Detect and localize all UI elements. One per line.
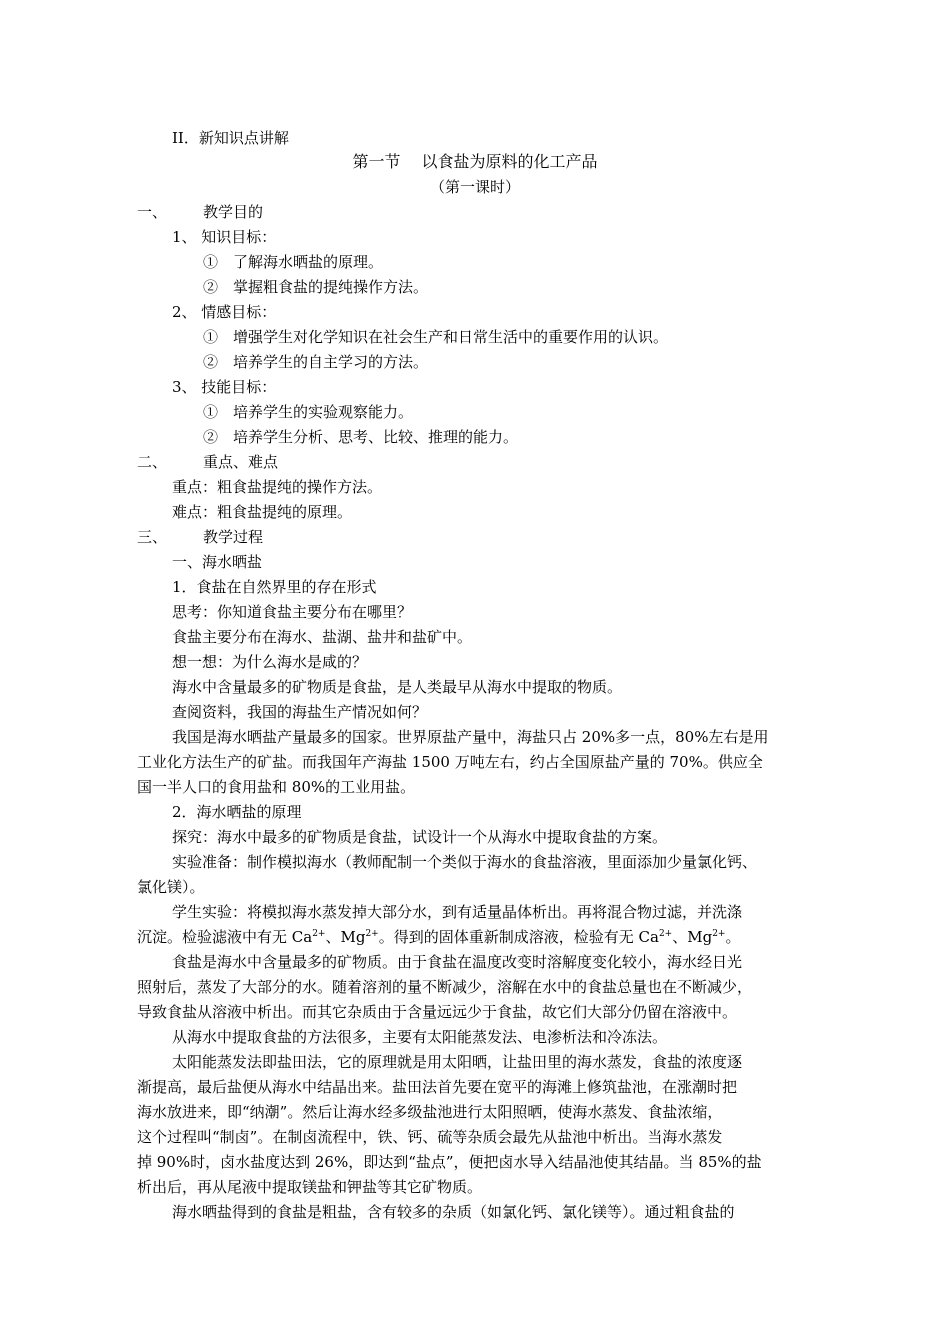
section-label: II．新知识点讲解 — [172, 129, 289, 147]
goal-skill-item-2: ② 培养学生分析、思考、比较、推理的能力。 — [203, 428, 519, 446]
difficulty-point: 难点：粗食盐提纯的原理。 — [172, 503, 353, 521]
heading-2-text: 重点、难点 — [203, 453, 279, 471]
subsection-sea-salt: 一、海水晒盐 — [172, 553, 263, 571]
paragraph-solar-line-2: 渐提高，最后盐便从海水中结晶出来。盐田法首先要在宽平的海滩上修筑盐池，在涨潮时把 — [137, 1078, 738, 1096]
subsection-principle: 2．海水晒盐的原理 — [172, 803, 302, 821]
goal-emotion: 2、 情感目标： — [172, 303, 277, 321]
paragraph-salt-line-2: 照射后，蒸发了大部分的水。随着溶剂的量不断减少，溶解在水中的食盐总量也在不断减少， — [137, 978, 753, 996]
goal-knowledge: 1、 知识目标： — [172, 228, 277, 246]
heading-1-text: 教学目的 — [203, 203, 264, 221]
paragraph-experiment-line-2: 沉淀。检验滤液中有无 $Ca^{2+}$、$Mg^{2+}$。得到的固体重新制成溶液，检验有无 $Ca^{2+}$、$Mg^{2+}$。 — [137, 928, 741, 946]
paragraph-solar-line-1: 太阳能蒸发法即盐田法，它的原理就是用太阳晒，让盐田里的海水蒸发，食盐的浓度逐 — [172, 1053, 743, 1071]
paragraph-explore: 探究：海水中最多的矿物质是食盐，试设计一个从海水中提取食盐的方案。 — [172, 828, 668, 846]
goal-emotion-item-1: ① 增强学生对化学知识在社会生产和日常生活中的重要作用的认识。 — [203, 328, 669, 346]
heading-1-number: 一、 — [137, 203, 168, 221]
paragraph-solar-line-4: 这个过程叫“制卤”。在制卤流程中，铁、钙、硫等杂质会最先从盐池中析出。当海水蒸发 — [137, 1128, 723, 1146]
paragraph-experiment-line-1: 学生实验：将模拟海水蒸发掉大部分水，到有适量晶体析出。再将混合物过滤，并洗涤 — [172, 903, 743, 921]
heading-3-number: 三、 — [137, 528, 168, 546]
paragraph-solar-line-3: 海水放进来，即“纳潮”。然后让海水经多级盐池进行太阳照晒，使海水蒸发、食盐浓缩， — [137, 1103, 723, 1121]
heading-2-number: 二、 — [137, 453, 168, 471]
paragraph-mineral: 海水中含量最多的矿物质是食盐，是人类最早从海水中提取的物质。 — [172, 678, 623, 696]
paragraph-why: 想一想：为什么海水是咸的？ — [172, 653, 368, 671]
paragraph-prep-line-1: 实验准备：制作模拟海水（教师配制一个类似于海水的食盐溶液，里面添加少量氯化钙、 — [172, 853, 758, 871]
paragraph-china-line-1: 我国是海水晒盐产量最多的国家。世界原盐产量中，海盐只占 20%多一点，80%左右是用 — [172, 728, 769, 746]
paragraph-lookup: 查阅资料，我国的海盐生产情况如何？ — [172, 703, 428, 721]
paragraph-solar-line-6: 析出后，再从尾液中提取镁盐和钾盐等其它矿物质。 — [137, 1178, 483, 1196]
paragraph-distribution: 食盐主要分布在海水、盐湖、盐井和盐矿中。 — [172, 628, 473, 646]
paragraph-crude-salt: 海水晒盐得到的食盐是粗盐，含有较多的杂质（如氯化钙、氯化镁等）。通过粗食盐的 — [172, 1203, 735, 1221]
paragraph-salt-line-3: 导致食盐从溶液中析出。而其它杂质由于含量远远少于食盐，故它们大部分仍留在溶液中。 — [137, 1003, 738, 1021]
lesson-title: 第一节 以食盐为原料的化工产品 — [352, 152, 598, 171]
paragraph-china-line-3: 国一半人口的食用盐和 80%的工业用盐。 — [137, 778, 416, 796]
paragraph-prep-line-2: 氯化镁）。 — [137, 878, 205, 896]
goal-skill: 3、 技能目标： — [172, 378, 277, 396]
paragraph-salt-line-1: 食盐是海水中含量最多的矿物质。由于食盐在温度改变时溶解度变化较小，海水经日光 — [172, 953, 743, 971]
goal-skill-item-1: ① 培养学生的实验观察能力。 — [203, 403, 414, 421]
paragraph-solar-line-5: 掉 90%时，卤水盐度达到 26%，即达到“盐点”，便把卤水导入结晶池使其结晶。当 85%的盐 — [137, 1153, 762, 1171]
paragraph-think: 思考：你知道食盐主要分布在哪里？ — [172, 603, 413, 621]
paragraph-china-line-2: 工业化方法生产的矿盐。而我国年产海盐 1500 万吨左右，约占全国原盐产量的 70%。供应全 — [137, 753, 763, 771]
key-point: 重点：粗食盐提纯的操作方法。 — [172, 478, 383, 496]
paragraph-methods: 从海水中提取食盐的方法很多，主要有太阳能蒸发法、电渗析法和冷冻法。 — [172, 1028, 668, 1046]
goal-emotion-item-2: ② 培养学生的自主学习的方法。 — [203, 353, 429, 371]
goal-knowledge-item-1: ① 了解海水晒盐的原理。 — [203, 253, 384, 271]
heading-3-text: 教学过程 — [203, 528, 264, 546]
lesson-subtitle: （第一课时） — [429, 178, 520, 196]
subsection-existence: 1．食盐在自然界里的存在形式 — [172, 578, 377, 596]
goal-knowledge-item-2: ② 掌握粗食盐的提纯操作方法。 — [203, 278, 429, 296]
